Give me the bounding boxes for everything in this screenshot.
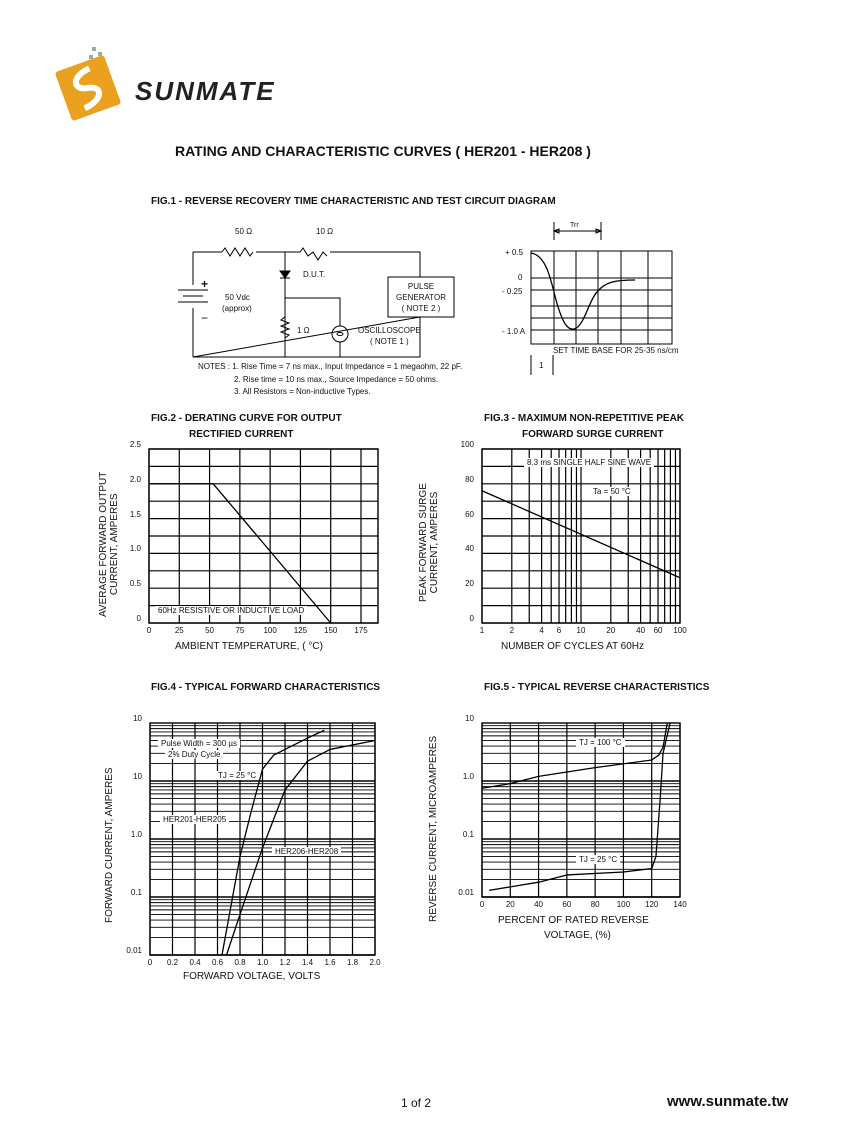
y-tick-label: 20 [465, 579, 474, 589]
series-line-tj-100-c [482, 723, 667, 788]
page-number: 1 of 2 [401, 1096, 432, 1110]
y-tick-label: 40 [465, 544, 474, 554]
x-tick-label: 40 [636, 626, 646, 635]
y-tick-label: 2.0 [129, 474, 141, 484]
x-tick-label: 10 [576, 626, 586, 635]
pulse-line: GENERATOR [396, 293, 446, 302]
fig3-x-axis-label: NUMBER OF CYCLES AT 60Hz [501, 641, 644, 652]
x-tick-label: 175 [354, 626, 368, 635]
approx-label: (approx) [222, 304, 252, 313]
x-tick-label: 25 [174, 626, 184, 635]
y-axis-label-line: AVERAGE FORWARD OUTPUT [98, 471, 109, 617]
y-tick-label: 80 [465, 474, 474, 484]
fig5-x-axis-label: PERCENT OF RATED REVERSE [498, 915, 649, 926]
chart-annotation: HER201-HER205 [160, 815, 229, 824]
y-tick-label: 2.5 [129, 440, 141, 449]
chart-annotation: TJ = 25 °C [576, 855, 620, 864]
x-tick-label: 75 [235, 626, 245, 635]
x-tick-label: 60 [562, 900, 572, 909]
x-tick-label: 0.2 [166, 958, 179, 967]
resistor-10-label: 10 Ω [316, 227, 334, 236]
y-tick-label: 1.5 [129, 509, 141, 519]
x-tick-label: 1 [479, 626, 485, 635]
plus-sign: + [201, 277, 209, 291]
x-tick-label: 50 [205, 626, 215, 635]
x-tick-label: 20 [606, 626, 616, 635]
y-axis-label-line: CURRENT, AMPERES [429, 491, 440, 594]
x-tick-label: 1.8 [346, 958, 359, 967]
fig5-x-axis-label: VOLTAGE, (%) [544, 930, 611, 941]
chart-annotation: Ta = 50 °C [590, 487, 634, 496]
x-tick-label: 0 [479, 900, 485, 909]
x-tick-label: 0.4 [189, 958, 201, 967]
fig3-title: FORWARD SURGE CURRENT [522, 429, 664, 440]
marker-label: 1 [539, 361, 544, 370]
chart-annotation: Pulse Width = 300 µs [158, 739, 240, 748]
resistor-1-label: 1 Ω [297, 326, 310, 335]
fig1-title: FIG.1 - REVERSE RECOVERY TIME CHARACTERISTIC AND TEST CIRCUIT DIAGRAM [151, 196, 556, 207]
fig3-title: FIG.3 - MAXIMUM NON-REPETITIVE PEAK [484, 413, 685, 424]
chart-annotation: TJ = 100 °C [576, 738, 625, 747]
chart-annotation: 8.3 ms SINGLE HALF SINE WAVE [524, 458, 654, 467]
scope-y-label: - 1.0 A [502, 327, 526, 336]
y-tick-label: 60 [465, 509, 474, 519]
x-tick-label: 150 [324, 626, 338, 635]
x-tick-label: 120 [645, 900, 659, 909]
fig2-x-axis-label: AMBIENT TEMPERATURE, ( °C) [175, 641, 323, 652]
pulse-line: PULSE [407, 282, 435, 291]
trr-label: Trr [570, 222, 579, 229]
y-tick-label: 0.1 [462, 830, 474, 839]
series-line-tj-25-c [489, 723, 670, 890]
y-tick-label: 1.0 [462, 772, 474, 781]
y-axis-label-line: PEAK FORWARD SURGE [418, 483, 429, 602]
fig2-title: RECTIFIED CURRENT [189, 429, 294, 440]
x-tick-label: 20 [505, 900, 515, 909]
y-tick-label: 10 [465, 714, 474, 723]
x-tick-label: 100 [673, 626, 687, 635]
fig2-title: FIG.2 - DERATING CURVE FOR OUTPUT [151, 413, 342, 424]
chart-annotation: TJ = 25 °C [215, 771, 259, 780]
y-tick-label: 100 [460, 440, 474, 449]
y-tick-label: 0.01 [126, 946, 142, 955]
fig4-title: FIG.4 - TYPICAL FORWARD CHARACTERISTICS [151, 682, 381, 693]
x-tick-label: 0 [146, 626, 152, 635]
timebase-label: SET TIME BASE FOR 25-35 ns/cm [553, 346, 679, 355]
y-tick-label: 0 [136, 614, 141, 623]
x-tick-label: 0.6 [211, 958, 224, 967]
resistor-50-label: 50 Ω [235, 227, 253, 236]
chart-annotation: 2% Duty Cycle [165, 750, 223, 759]
fig4-x-axis-label: FORWARD VOLTAGE, VOLTS [183, 971, 321, 982]
x-tick-label: 1.4 [301, 958, 314, 967]
x-tick-label: 0 [147, 958, 153, 967]
y-tick-label: 0.1 [130, 888, 142, 897]
x-tick-label: 140 [673, 900, 687, 909]
vdc-label: 50 Vdc [225, 293, 250, 302]
osc-line: ( NOTE 1 ) [370, 337, 409, 346]
fig5-y-axis-label [428, 736, 439, 922]
y-axis-label-line: CURRENT, AMPERES [109, 493, 120, 596]
page-title: RATING AND CHARACTERISTIC CURVES ( HER201 - HER208 ) [175, 143, 591, 159]
x-tick-label: 60 [653, 626, 663, 635]
pulse-line: ( NOTE 2 ) [401, 304, 441, 313]
note: 2. Rise time = 10 ns max., Source Impedance = 50 ohms. [234, 374, 439, 384]
x-tick-label: 4 [539, 626, 544, 635]
scope-y-label: 0 [518, 273, 523, 282]
logo-text: SUNMATE [135, 76, 276, 106]
x-tick-label: 1.0 [256, 958, 269, 967]
x-tick-label: 1.2 [279, 958, 291, 967]
chart-annotation: 60Hz RESISTIVE OR INDUCTIVE LOAD [155, 606, 307, 615]
x-tick-label: 100 [616, 900, 631, 909]
x-tick-label: 125 [293, 626, 308, 635]
note: NOTES : 1. Rise Time = 7 ns max., Input Impedance = 1 megaohm, 22 pF. [198, 362, 463, 371]
x-tick-label: 6 [556, 626, 562, 635]
y-tick-label: 0.5 [129, 579, 141, 589]
y-axis-label-line: FORWARD CURRENT, AMPERES [104, 767, 115, 923]
x-tick-label: 2 [509, 626, 515, 635]
y-tick-label: 1.0 [129, 544, 141, 554]
scope-y-label: + 0.5 [505, 248, 524, 257]
x-tick-label: 0.8 [234, 958, 246, 967]
note: 3. All Resistors = Non-inductive Types. [234, 387, 371, 396]
chart-annotation: HER206-HER208 [272, 847, 341, 856]
y-tick-label: 0.01 [458, 888, 474, 897]
y-axis-label-line: REVERSE CURRENT, MICROAMPERES [428, 735, 439, 922]
osc-line: OSCILLOSCOPE [358, 326, 421, 335]
y-tick-label: 10 [133, 772, 142, 781]
fig5-title: FIG.5 - TYPICAL REVERSE CHARACTERISTICS [484, 682, 710, 693]
x-tick-label: 100 [263, 626, 277, 635]
dut-label: D.U.T. [303, 270, 326, 279]
x-tick-label: 2.0 [369, 958, 381, 967]
y-tick-label: 10 [133, 714, 142, 723]
website-url[interactable]: www.sunmate.tw [667, 1093, 789, 1110]
y-tick-label: 1.0 [130, 830, 142, 839]
x-tick-label: 40 [534, 900, 544, 909]
x-tick-label: 1.6 [324, 958, 336, 967]
x-tick-label: 80 [590, 900, 600, 909]
y-tick-label: 0 [469, 614, 474, 623]
scope-y-label: - 0.25 [502, 287, 523, 296]
minus-sign: − [201, 311, 209, 325]
